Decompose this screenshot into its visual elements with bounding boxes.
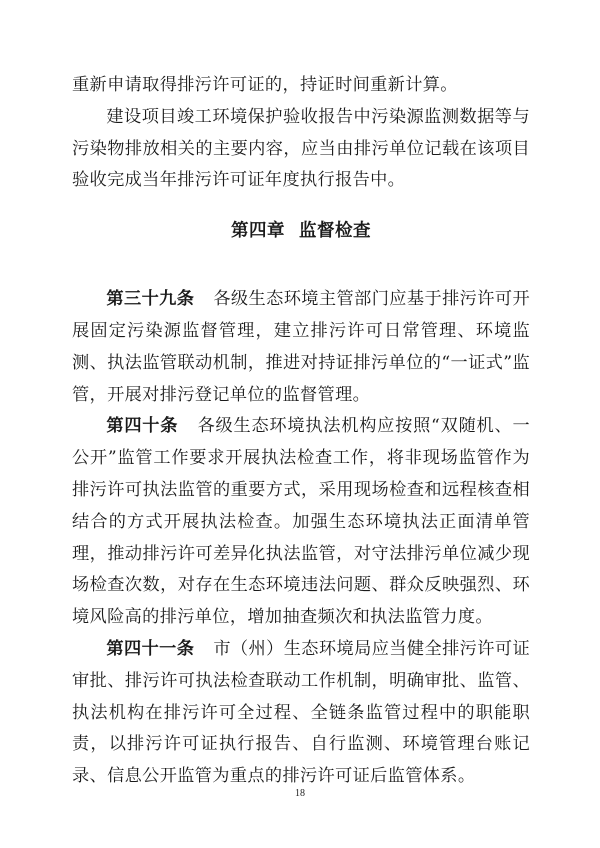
chapter-heading: [72, 217, 530, 242]
article-text: 市（州）生态环境局应当健全排污许可证审批、排污许可执法检查联动工作机制，明确审批、监管、执法机构在排污许可全过程、全链条监管过程中的职能职责，以排污许可证执行报告、自行监测、环境管理台账记录、信息公开监管为重点的排污许可证后监管体系。: [72, 638, 530, 787]
article-label: 第三十九条: [106, 289, 195, 310]
continuation-paragraph: 重新申请取得排污许可证的，持证时间重新计算。: [72, 75, 458, 95]
page-content: [72, 70, 530, 793]
page-number: 18: [295, 788, 305, 799]
article-40: [72, 411, 530, 634]
article-text: 各级生态环境主管部门应基于排污许可开展固定污染源监督管理，建立排污许可日常管理、环境监测、执法监管联动机制，推进对持证排污单位的“一证式”监管，开展对排污登记单位的监督管理。: [72, 289, 530, 405]
chapter-title: 监督检查: [299, 221, 371, 242]
article-39: [72, 284, 530, 411]
article-text: 各级生态环境执法机构应按照“双随机、一公开”监管工作要求开展执法检查工作，将非现场监管作为排污许可执法监管的重要方式，采用现场检查和远程核查相结合的方式开展执法检查。加强生态环境执法正面清单管理，推动排污许可差异化执法监管，对守法排污单位减少现场检查次数，对存在生态环境违法问题、群众反映强烈、环境风险高的排污单位，增加抽查频次和执法监管力度。: [72, 416, 530, 628]
chapter-number: 第四章: [231, 221, 285, 242]
article-label: 第四十条: [106, 416, 179, 437]
article-label: 第四十一条: [106, 638, 195, 659]
article-41: [72, 634, 530, 793]
acceptance-report-paragraph: 建设项目竣工环境保护验收报告中污染源监测数据等与污染物排放相关的主要内容，应当由排污单位记载在该项目验收完成当年排污许可证年度执行报告中。: [72, 106, 530, 191]
